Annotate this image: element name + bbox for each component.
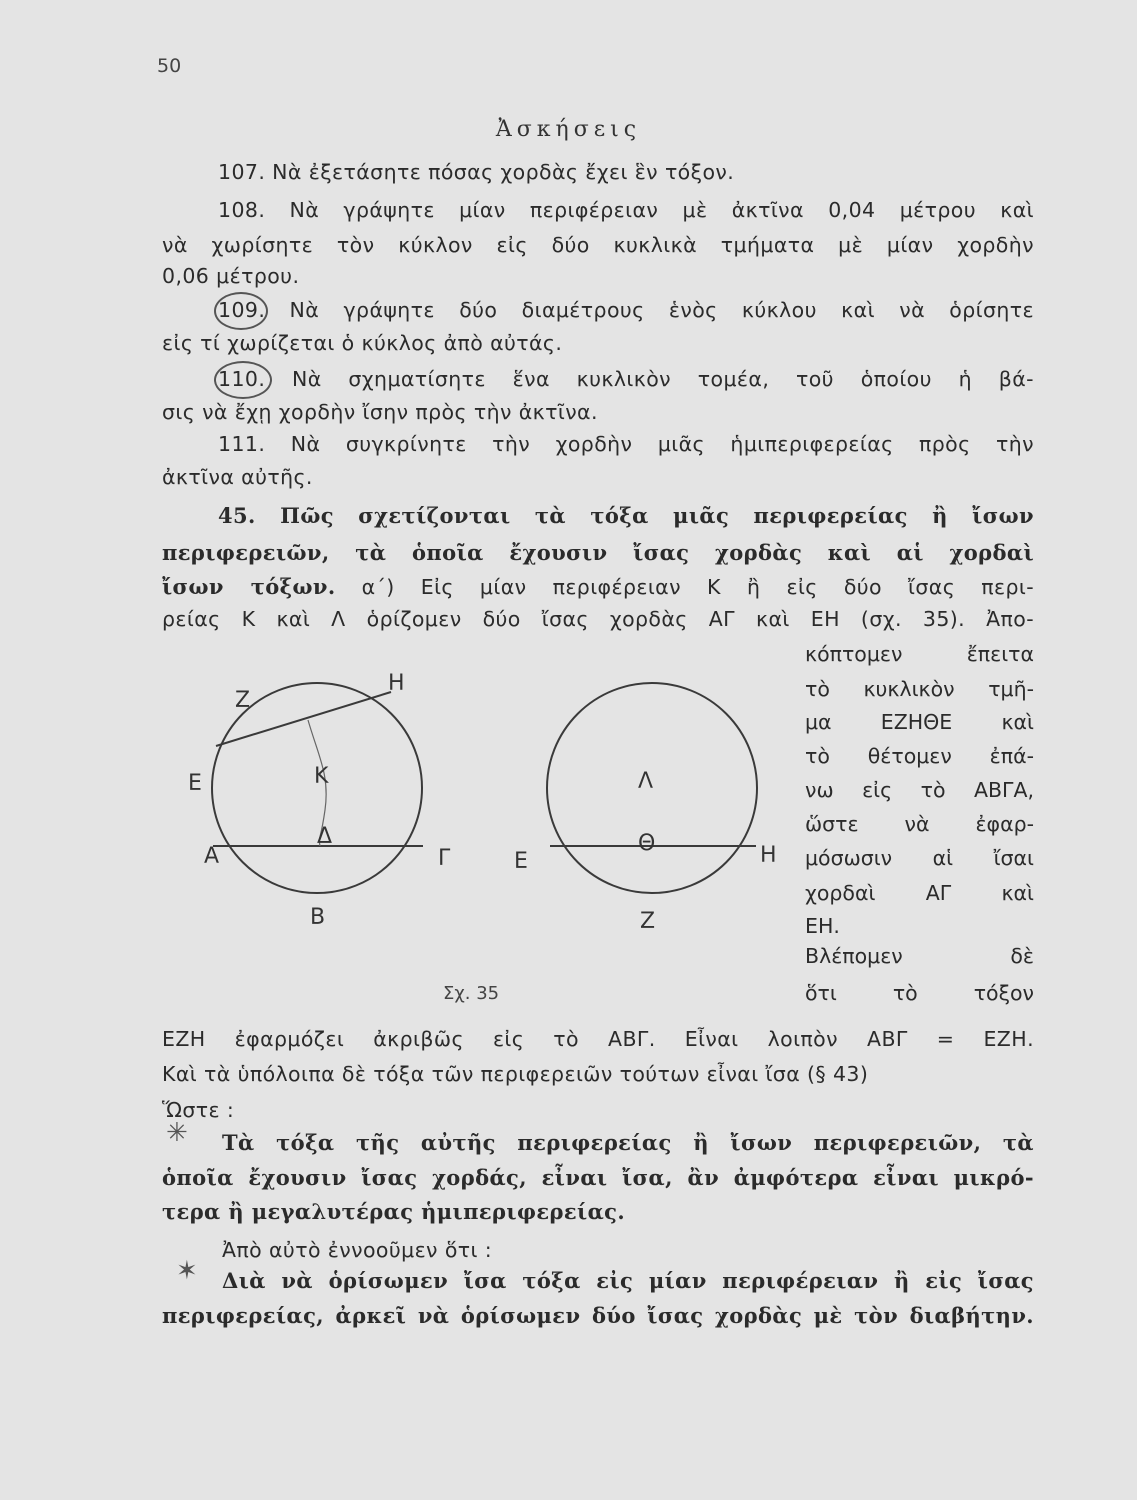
exercises-heading: Ἀσκήσεις: [495, 117, 642, 142]
pencil-circle-109: [214, 292, 268, 330]
rule1-line1: Τὰ τόξα τῆς αὐτῆς περιφερείας ἢ ἴσων περιφερειῶν, τὰ: [222, 1130, 1034, 1155]
after-line-3: Ὥστε :: [162, 1098, 235, 1122]
rule2-line2: περιφερείας, ἀρκεῖ νὰ ὁρίσωμεν δύο ἴσας χορδὰς μὲ τὸν διαβήτην.: [162, 1303, 1034, 1328]
side2-line-1: Βλέπομεν δὲ: [805, 944, 1034, 968]
label-g: Γ: [438, 846, 451, 871]
label-a: Α: [204, 844, 220, 869]
section-45-line4: ρείας Κ καὶ Λ ὁρίζομεν δύο ἴσας χορδὰς ΑΓ καὶ ΕΗ (σχ. 35). Ἀπο-: [162, 607, 1034, 631]
exercise-111-line2: ἀκτῖνα αὐτῆς.: [162, 465, 313, 489]
section-45-title-line1: 45. Πῶς σχετίζονται τὰ τόξα μιᾶς περιφερείας ἢ ἴσων: [218, 503, 1034, 528]
section-45-line3-text: α΄) Εἰς μίαν περιφέρειαν Κ ἢ εἰς δύο ἴσας περι-: [335, 575, 1035, 599]
intro2: Ἀπὸ αὐτὸ ἐννοοῦμεν ὅτι :: [222, 1238, 493, 1262]
label-h: Η: [388, 671, 405, 696]
rule2-line1: Διὰ νὰ ὁρίσωμεν ἴσα τόξα εἰς μίαν περιφέρειαν ἢ εἰς ἴσας: [222, 1268, 1034, 1293]
side-line-2: τὸ κυκλικὸν τμῆ-: [805, 677, 1034, 701]
label-e2: Ε: [514, 849, 528, 874]
rule1-line2: ὁποῖα ἔχουσιν ἴσας χορδάς, εἶναι ἴσα, ἂν ἀμφότερα εἶναι μικρό-: [162, 1165, 1034, 1190]
label-k: Κ: [314, 764, 329, 789]
exercise-108-line2: νὰ χωρίσητε τὸν κύκλον εἰς δύο κυκλικὰ τμήματα μὲ μίαν χορδὴν: [162, 233, 1034, 257]
after-line-2: Καὶ τὰ ὑπόλοιπα δὲ τόξα τῶν περιφερειῶν τούτων εἶναι ἴσα (§ 43): [162, 1062, 869, 1086]
exercise-109-line2: εἰς τί χωρίζεται ὁ κύκλος ἀπὸ αὐτάς.: [162, 331, 563, 355]
pencil-mark-icon: ✳: [166, 1118, 188, 1148]
side-line-7: μόσωσιν αἱ ἴσαι: [805, 846, 1034, 870]
label-b: Β: [310, 905, 326, 930]
exercise-111-line1: 111. Νὰ συγκρίνητε τὴν χορδὴν μιᾶς ἡμιπεριφερείας πρὸς τὴν: [218, 432, 1034, 456]
label-l: Λ: [638, 769, 654, 794]
page-number: 50: [157, 55, 182, 77]
label-d: Δ: [317, 824, 333, 849]
side2-line-2: ὅτι τὸ τόξον: [805, 981, 1034, 1005]
label-z: Ζ: [235, 688, 251, 713]
label-e: Ε: [188, 771, 202, 796]
exercise-110-line1: 110. Νὰ σχηματίσητε ἕνα κυκλικὸν τομέα, τοῦ ὁποίου ἡ βά-: [218, 367, 1034, 391]
exercise-108-line3: 0,06 μέτρου.: [162, 264, 300, 288]
side-line-4: τὸ θέτομεν ἐπά-: [805, 744, 1034, 768]
section-45-title-line2: περιφερειῶν, τὰ ὁποῖα ἔχουσιν ἴσας χορδὰς καὶ αἱ χορδαὶ: [162, 540, 1034, 565]
exercise-107: 107. Νὰ ἐξετάσητε πόσας χορδὰς ἔχει ἓν τόξον.: [218, 160, 735, 184]
label-z2: Ζ: [640, 909, 656, 934]
label-h2: Η: [760, 843, 777, 868]
pencil-star-icon: ✶: [176, 1256, 198, 1286]
after-line-1: ΕΖΗ ἐφαρμόζει ἀκριβῶς εἰς τὸ ΑΒΓ. Εἶναι λοιπὸν ΑΒΓ = ΕΖΗ.: [162, 1027, 1034, 1051]
side-line-8: χορδαὶ ΑΓ καὶ: [805, 881, 1034, 905]
figure-35: [180, 660, 800, 970]
side-line-6: ὥστε νὰ ἐφαρ-: [805, 812, 1034, 836]
side-line-9: ΕΗ.: [805, 914, 840, 938]
section-45-line3: [162, 574, 1034, 600]
side-line-5: νω εἰς τὸ ΑΒΓΑ,: [805, 778, 1034, 802]
side-line-1: κόπτομεν ἔπειτα: [805, 642, 1034, 666]
exercise-110-line2: σις νὰ ἔχῃ χορδὴν ἴσην πρὸς τὴν ἀκτῖνα.: [162, 400, 598, 424]
pencil-circle-110: [214, 361, 272, 399]
exercise-108-line1: 108. Νὰ γράψητε μίαν περιφέρειαν μὲ ἀκτῖνα 0,04 μέτρου καὶ: [218, 198, 1034, 222]
label-th: Θ: [638, 831, 656, 856]
figure-caption: Σχ. 35: [443, 983, 500, 1004]
rule1-line3: τερα ἢ μεγαλυτέρας ἡμιπεριφερείας.: [162, 1199, 626, 1224]
section-45-title-end: ἴσων τόξων.: [162, 574, 336, 599]
exercise-109-line1: 109. Νὰ γράψητε δύο διαμέτρους ἑνὸς κύκλου καὶ νὰ ὁρίσητε: [218, 298, 1034, 322]
side-line-3: μα ΕΖΗΘΕ καὶ: [805, 710, 1034, 734]
